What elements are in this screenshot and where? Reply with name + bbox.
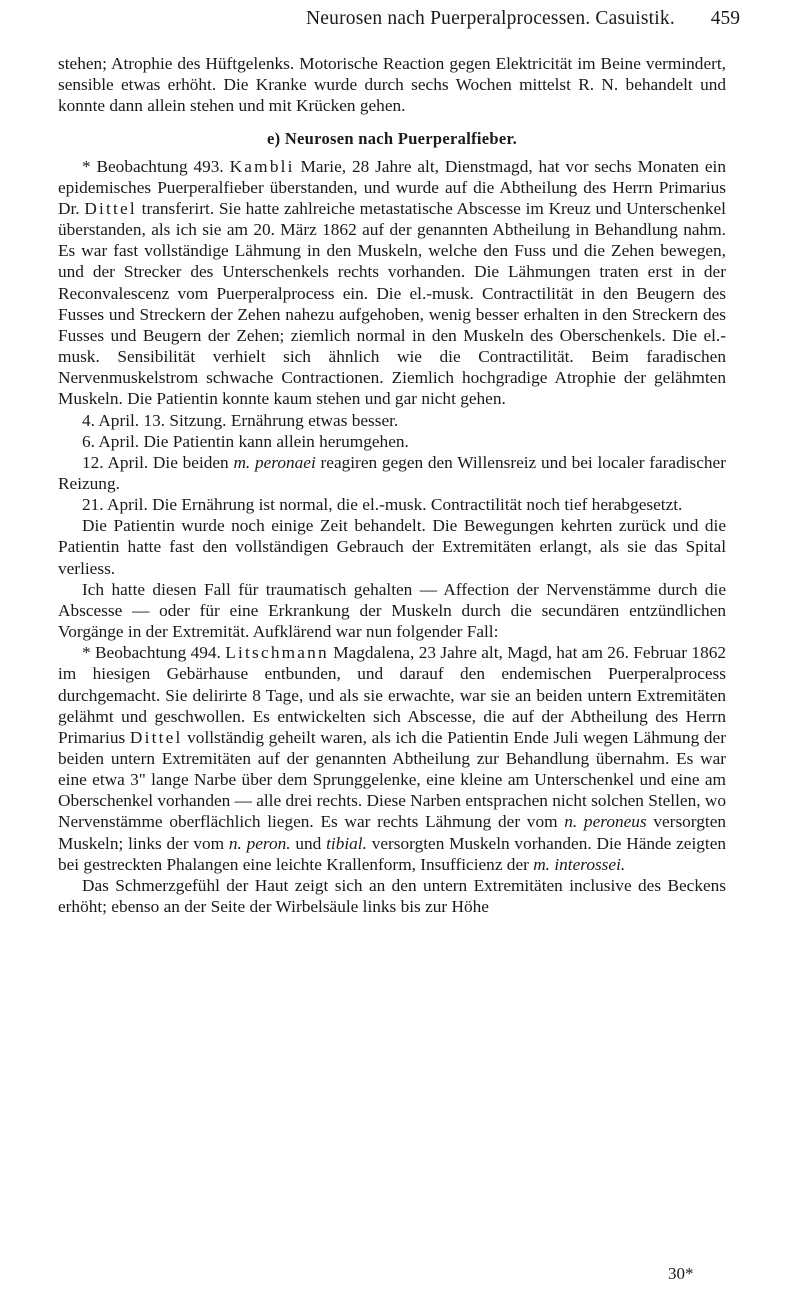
section-heading-label: e) Neurosen nach Puerperalfieber.: [266, 129, 518, 149]
term-n-peron: n. peron.: [228, 833, 291, 853]
observation-494: [58, 642, 726, 875]
observation-493-text-2: transferirt. Sie hatte zahlreiche metastatische Abscesse im Kreuz und Unterschenkel überstanden, als ich sie am 20. März 1862 auf der genannten Abtheilung in Behandlung nahm. Es war fast vollständige Lähmung in den Muskeln, welche den Fuss und die Zehen bewegen, und der Strecker des Unterschenkels rechts vorhanden. Die Lähmungen traten erst in der Reconvalescenz vom Puerperalprocess ein. Die el.-musk. Contractilität in den Beugern des Fusses und Streckern der Zehen nahezu aufgehoben, wenig besser erhalten in den Streckern des Fusses und Beugern der Zehen; ziemlich normal in den Muskeln des Oberschenkels. Die el.-musk. Sensibilität verhielt sich ähnlich wie die Contractilität. Beim faradischen Nervenmuskelstrom schwache Contractionen. Ziemlich hochgradige Atrophie der gelähmten Muskeln. Die Patientin konnte kaum stehen und gar nicht gehen.: [58, 198, 726, 409]
observation-494-text-5: versorgten Muskeln vorhanden. Die Hände zeigten bei gestreckten Phalangen eine leichte Krallenform, Insufficienz der: [58, 833, 727, 874]
patient-name-kambli: Kambli: [229, 156, 295, 176]
page-header: [0, 6, 800, 34]
page-number: 459: [710, 8, 740, 29]
term-m-peronaei: m. peronaei: [233, 452, 316, 472]
paragraph-treated: Die Patientin wurde noch einige Zeit behandelt. Die Bewegungen kehrten zurück und die Patientin hatte fast den vollständigen Gebrauch der Extremitäten erlangt, als sie das Spital verliess.: [58, 516, 726, 578]
paragraph-continuation: stehen; Atrophie des Hüftgelenks. Motorische Reaction gegen Elektricität im Beine vermindert, sensible etwas erhöht. Die Kranke wurde durch sechs Wochen mittelst R. N. behandelt und konnte dann allein stehen und mit Krücken gehen.: [58, 54, 726, 116]
observation-493-text: Marie, 28 Jahre alt, Dienstmagd, hat vor sechs Monaten ein epidemisches Puerperalfieber überstanden, und wurde auf die Abtheilung des Herrn Primarius Dr.: [58, 156, 726, 218]
signature-mark: 30*: [668, 1264, 694, 1283]
paragraph-skin-sensitivity: Das Schmerzgefühl der Haut zeigt sich an den untern Extremitäten inclusive des Beckens erhöht; ebenso an der Seite der Wirbelsäule links bis zur Höhe: [58, 875, 726, 917]
term-n-peroneus: n. peroneus: [564, 812, 647, 832]
physician-name-dittel: Dittel: [84, 198, 137, 218]
entry-april-4: 4. April. 13. Sitzung. Ernährung etwas besser.: [82, 410, 399, 430]
physician-name-dittel-2: Dittel: [129, 727, 183, 747]
entry-april-12-b: reagiren gegen den Willensreiz und bei localer faradischer Reizung.: [58, 452, 726, 493]
patient-name-litschmann: Litschmann: [225, 643, 329, 663]
entry-april-12-a: 12. April. Die beiden: [82, 452, 234, 472]
body-text: [58, 53, 726, 917]
observation-494-lead: * Beobachtung 494.: [82, 643, 221, 663]
observation-494-text-4: und: [290, 833, 327, 853]
observation-494-text-2: vollständig geheilt waren, als ich die Patientin Ende Juli wegen Lähmung der beiden untern Extremitäten auf der genannten Abtheilung zur Behandlung übernahm. Es war eine etwa 3" lange Narbe über dem Sprunggelenke, eine kleine am Unterschenkel und eine am Oberschenkel vorhanden — alle drei rechts. Diese Narben entsprachen nicht solchen Stellen, wo Nervenstämme oberflächlich liegen. Es war rechts Lähmung der vom: [58, 727, 726, 832]
section-heading: [58, 128, 726, 149]
observation-493-lead: * Beobachtung 493.: [82, 156, 224, 176]
term-tibial: tibial.: [326, 833, 367, 853]
entry-april-12: [58, 452, 726, 494]
running-title: Neurosen nach Puerperalprocessen. Casuistik.: [306, 8, 675, 29]
observation-494-text-3: versorgten Muskeln; links der vom: [58, 812, 727, 853]
observation-493: [58, 156, 726, 410]
observation-494-text: Magdalena, 23 Jahre alt, Magd, hat am 26. Februar 1862 im hiesigen Gebärhause entbunden, und darauf den endemischen Puerperalprocess durchgemacht. Sie delirirte 8 Tage, und als sie erwachte, war sie an beiden untern Extremitäten gelähmt und geschwollen. Es entwickelten sich Abscesse, die auf der Abtheilung des Herrn Primarius: [58, 643, 726, 747]
entry-april-6: 6. April. Die Patientin kann allein herumgehen.: [82, 431, 409, 451]
paragraph-traumatic: Ich hatte diesen Fall für traumatisch gehalten — Affection der Nervenstämme durch die Abscesse — oder für eine Erkrankung der Muskeln durch die secundären entzündlichen Vorgänge in der Extremität. Aufklärend war nun folgender Fall:: [58, 579, 726, 642]
entry-april-21: 21. April. Die Ernährung ist normal, die el.-musk. Contractilität noch tief herabgesetzt.: [82, 495, 683, 515]
term-m-interossei: m. interossei.: [533, 854, 626, 874]
